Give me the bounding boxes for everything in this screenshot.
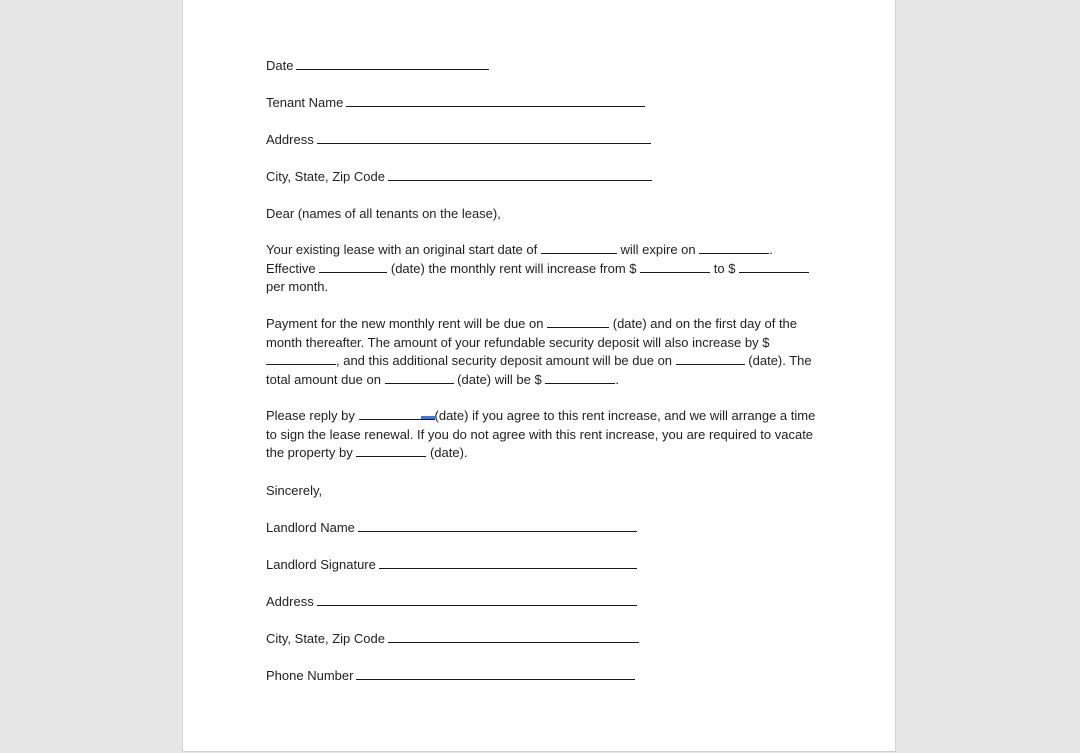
- paragraph-payment: Payment for the new monthly rent will be due on (date) and on the first day of the month thereafter. The amount of your refundable security deposit will also increase by $ , and this additional security deposit amount will be due on (date). The total amount due on (date) will be $ .: [266, 316, 812, 387]
- start-date-blank[interactable]: [541, 242, 617, 254]
- old-rent-blank[interactable]: [640, 261, 710, 273]
- paragraph-reply: Please reply by (date) if you agree to this rent increase, and we will arrange a time to sign the lease renewal. If you do not agree with this rent increase, you are required to vacate the property by (date).: [266, 408, 816, 460]
- landlord-signature-blank[interactable]: [379, 557, 637, 569]
- city-state-zip-label: City, State, Zip Code: [266, 169, 385, 184]
- landlord-address-blank[interactable]: [317, 594, 637, 606]
- address-label: Address: [266, 132, 314, 147]
- date-label: Date: [266, 58, 294, 73]
- tenant-name-blank[interactable]: [346, 95, 645, 107]
- landlord-city-state-zip-field: [266, 631, 639, 647]
- effective-date-blank[interactable]: [319, 261, 387, 273]
- expire-date-blank[interactable]: [699, 242, 769, 254]
- total-amount-blank[interactable]: [545, 372, 615, 384]
- tenant-name-field: [266, 95, 645, 111]
- date-field: [266, 58, 489, 74]
- landlord-signature-field: [266, 557, 637, 573]
- phone-number-field: [266, 668, 635, 684]
- landlord-name-label: Landlord Name: [266, 520, 355, 535]
- address-blank[interactable]: [317, 132, 651, 144]
- city-state-zip-blank[interactable]: [388, 169, 652, 181]
- phone-number-blank[interactable]: [356, 668, 635, 680]
- phone-number-label: Phone Number: [266, 668, 354, 683]
- landlord-name-blank[interactable]: [358, 520, 637, 532]
- tenant-name-label: Tenant Name: [266, 95, 344, 110]
- document-page: [182, 0, 896, 752]
- date-blank[interactable]: [296, 58, 489, 70]
- vacate-date-blank[interactable]: [356, 445, 426, 457]
- landlord-address-field: [266, 594, 637, 610]
- deposit-due-date-blank[interactable]: [676, 353, 745, 365]
- city-state-zip-field: [266, 169, 652, 185]
- deposit-increase-blank[interactable]: [266, 353, 336, 365]
- address-field: [266, 132, 651, 148]
- landlord-name-field: [266, 520, 637, 536]
- landlord-city-state-zip-label: City, State, Zip Code: [266, 631, 385, 646]
- new-rent-blank[interactable]: [739, 261, 809, 273]
- paragraph-lease-expiry: Your existing lease with an original start date of will expire on . Effective (date) the monthly rent will increase from $ to $ per month.: [266, 241, 822, 297]
- total-due-date-blank[interactable]: [385, 372, 454, 384]
- due-date-blank[interactable]: [547, 316, 609, 328]
- landlord-address-label: Address: [266, 594, 314, 609]
- salutation: Dear (names of all tenants on the lease),: [266, 206, 501, 221]
- closing: Sincerely,: [266, 483, 323, 498]
- landlord-signature-label: Landlord Signature: [266, 557, 376, 572]
- landlord-city-state-zip-blank[interactable]: [388, 631, 639, 643]
- text-cursor-icon: [421, 416, 435, 419]
